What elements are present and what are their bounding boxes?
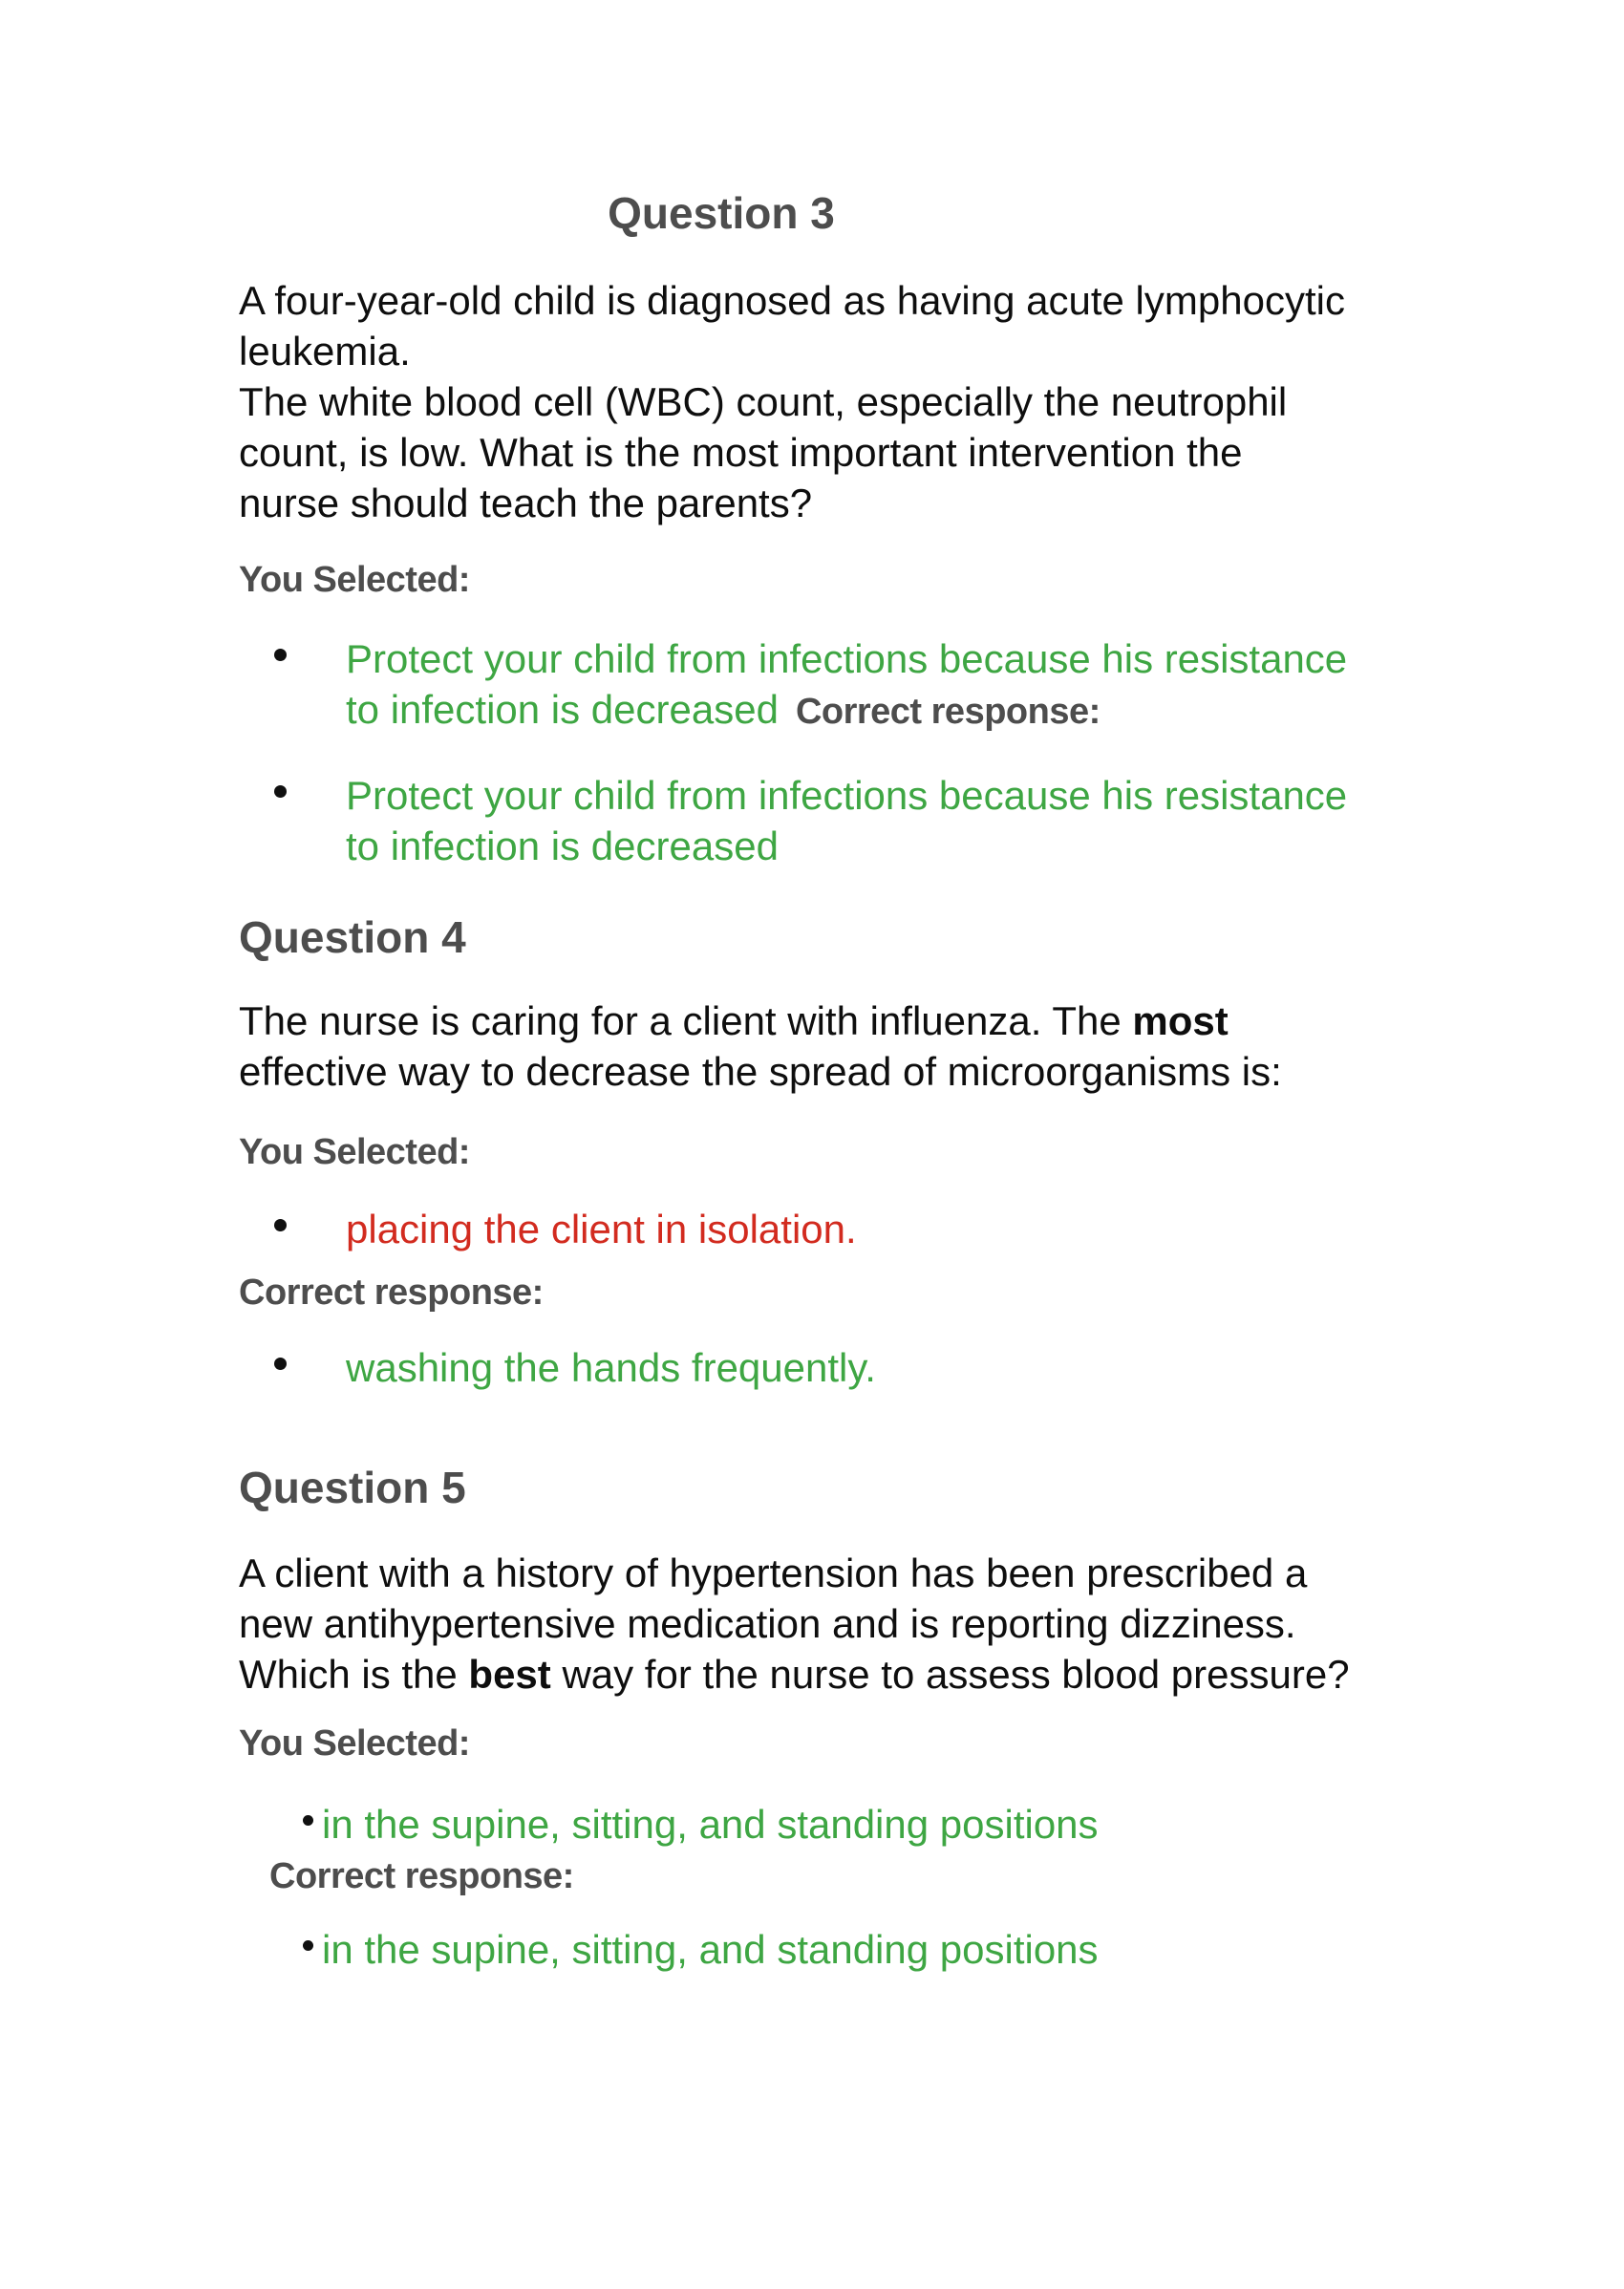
text-line: leukemia. <box>239 329 411 374</box>
text-line <box>239 995 1624 1046</box>
answer-line: in the supine, sitting, and standing positions <box>322 1802 1099 1847</box>
q3-correct-answer <box>346 770 1624 871</box>
text-segment: way for the nurse to assess blood pressure? <box>550 1652 1350 1697</box>
text-line: count, is low. What is the most important intervention the <box>239 430 1243 475</box>
you-selected-label: You Selected: <box>239 1723 470 1764</box>
question-4-heading: Question 4 <box>239 912 466 962</box>
text-line <box>239 1649 1624 1700</box>
answer-line: washing the hands frequently. <box>346 1345 876 1390</box>
bullet-dot <box>303 1940 313 1951</box>
document-page <box>0 187 1624 1975</box>
bold-word: best <box>468 1652 551 1697</box>
bold-word: most <box>1132 998 1229 1043</box>
q4-correct-answer <box>346 1342 1624 1393</box>
q3-selected-answer <box>346 633 1624 738</box>
text-segment: Which is the <box>239 1652 469 1697</box>
bullet-dot <box>274 649 287 661</box>
answer-line: to infection is decreased <box>346 824 779 868</box>
text-line: nurse should teach the parents? <box>239 481 813 525</box>
bullet-dot <box>274 785 287 798</box>
text-line: effective way to decrease the spread of microorganisms is: <box>239 1049 1282 1094</box>
correct-response-label: Correct response: <box>795 692 1100 732</box>
correct-response-label: Correct response: <box>239 1273 544 1313</box>
question-5-heading: Question 5 <box>239 1463 466 1512</box>
q4-selected-answer <box>346 1204 1624 1254</box>
text-line: A client with a history of hypertension has been prescribed a <box>239 1551 1308 1595</box>
text-line: The white blood cell (WBC) count, especially the neutrophil <box>239 379 1288 424</box>
answer-line: in the supine, sitting, and standing positions <box>322 1927 1099 1972</box>
answer-text: to infection is decreased <box>346 687 779 732</box>
text-segment: The nurse is caring for a client with influenza. The <box>239 998 1133 1043</box>
answer-line: Protect your child from infections because his resistance <box>346 773 1348 818</box>
question-3-heading: Question 3 <box>608 188 835 238</box>
question-4-text <box>239 995 1624 1097</box>
q5-selected-answer <box>322 1799 1624 1850</box>
answer-line: Protect your child from infections because his resistance <box>346 636 1348 681</box>
q5-correct-answer <box>322 1924 1624 1975</box>
text-line: A four-year-old child is diagnosed as having acute lymphocytic <box>239 278 1345 323</box>
bullet-dot <box>274 1358 287 1370</box>
bullet-dot <box>274 1219 287 1231</box>
question-3-text <box>239 275 1624 528</box>
text-line: new antihypertensive medication and is reporting dizziness. <box>239 1601 1296 1646</box>
answer-line: placing the client in isolation. <box>346 1207 857 1251</box>
you-selected-label: You Selected: <box>239 560 470 600</box>
bullet-dot <box>303 1815 313 1826</box>
question-5-text <box>239 1548 1624 1700</box>
answer-line <box>346 684 1624 738</box>
you-selected-label: You Selected: <box>239 1132 470 1172</box>
correct-response-label: Correct response: <box>269 1856 574 1896</box>
